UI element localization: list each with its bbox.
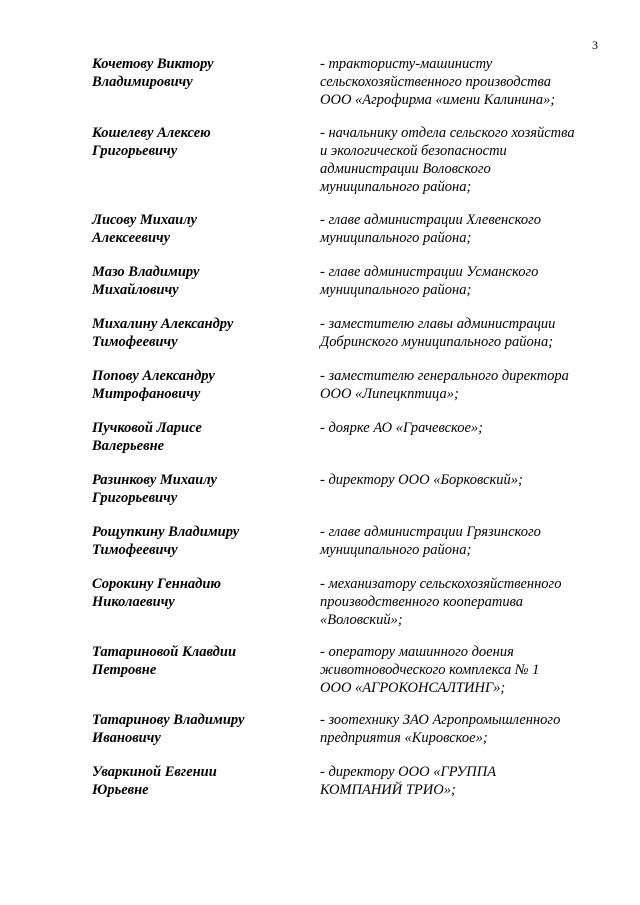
- recipient-position-line: - главе администрации Усманского: [320, 264, 539, 280]
- recipient-name-line: Татариновой Клавдии: [92, 644, 237, 660]
- recipient-position-line: - главе администрации Хлевенского: [320, 212, 542, 228]
- recipient-position-line: - трактористу-машинисту: [320, 56, 493, 72]
- recipient-position-line: ООО «Агрофирма «имени Калинина»;: [320, 92, 556, 108]
- recipient-name: [92, 523, 302, 559]
- recipient-position: [320, 263, 620, 299]
- recipient-name-line: Разинкову Михаилу: [92, 472, 217, 488]
- recipient-name-line: Кочетову Виктору: [92, 56, 214, 72]
- recipient-name-line: Татаринову Владимиру: [92, 712, 245, 728]
- recipient-position-line: ООО «АГРОКОНСАЛТИНГ»;: [320, 680, 506, 696]
- recipient-position-line: - механизатору сельскохозяйственного: [320, 576, 562, 592]
- recipient-name-line: Валерьевне: [92, 438, 165, 454]
- recipient-name: [92, 315, 302, 351]
- recipient-name: [92, 211, 302, 247]
- recipient-position: [320, 124, 620, 196]
- recipient-name-line: Сорокину Геннадию: [92, 576, 221, 592]
- recipient-position-line: животноводческого комплекса № 1: [320, 662, 540, 678]
- recipient-name-line: Владимировичу: [92, 74, 193, 90]
- recipient-position-line: муниципального района;: [320, 282, 472, 298]
- recipient-name-line: Григорьевичу: [92, 490, 178, 506]
- recipient-name-line: Николаевичу: [92, 594, 175, 610]
- recipient-position-line: и экологической безопасности: [320, 143, 507, 159]
- recipient-position: [320, 315, 620, 351]
- recipient-name-line: Ивановичу: [92, 730, 161, 746]
- recipient-name: [92, 124, 302, 160]
- recipient-name-line: Лисову Михаилу: [92, 212, 197, 228]
- recipient-position: [320, 55, 620, 109]
- recipient-name: [92, 367, 302, 403]
- recipient-name-line: Попову Александру: [92, 368, 215, 384]
- recipient-position-line: производственного кооператива: [320, 594, 524, 610]
- recipient-name-line: Тимофеевичу: [92, 542, 178, 558]
- recipient-name: [92, 419, 302, 455]
- recipient-name-line: Михалину Александру: [92, 316, 234, 332]
- recipient-position-line: «Воловский»;: [320, 612, 403, 628]
- recipient-name-line: Тимофеевичу: [92, 334, 178, 350]
- recipient-name-line: Михайловичу: [92, 282, 179, 298]
- recipient-position-line: - зоотехнику ЗАО Агропромышленного: [320, 712, 561, 728]
- recipient-name-line: Юрьевне: [92, 782, 149, 798]
- recipient-name-line: Уваркиной Евгении: [92, 764, 217, 780]
- recipient-name-line: Кошелеву Алексею: [92, 125, 211, 141]
- recipient-position: [320, 367, 620, 403]
- recipient-name: [92, 471, 302, 507]
- recipient-position: [320, 763, 620, 799]
- recipient-position-line: - доярке АО «Грачевское»;: [320, 420, 484, 436]
- recipient-position-line: - оператору машинного доения: [320, 644, 514, 660]
- recipient-position-line: - начальнику отдела сельского хозяйства: [320, 125, 575, 141]
- recipient-position-line: - директору ООО «Борковский»;: [320, 472, 523, 488]
- recipient-position-line: КОМПАНИЙ ТРИО»;: [320, 782, 456, 798]
- recipient-name: [92, 575, 302, 611]
- recipient-name: [92, 711, 302, 747]
- recipient-position-line: муниципального района;: [320, 179, 472, 195]
- recipient-position: [320, 419, 620, 437]
- recipient-name-line: Алексеевичу: [92, 230, 171, 246]
- recipient-name: [92, 643, 302, 679]
- recipient-position-line: Добринского муниципального района;: [320, 334, 554, 350]
- recipient-name: [92, 763, 302, 799]
- recipient-name: [92, 55, 302, 91]
- recipient-position-line: - главе администрации Грязинского: [320, 524, 541, 540]
- recipient-position-line: муниципального района;: [320, 542, 472, 558]
- recipient-position-line: администрации Воловского: [320, 161, 491, 177]
- recipient-position: [320, 643, 620, 697]
- page-number: 3: [592, 38, 598, 52]
- recipient-position-line: ООО «Липецкптица»;: [320, 386, 459, 402]
- recipient-position-line: сельскохозяйственного производства: [320, 74, 551, 90]
- recipient-position: [320, 711, 620, 747]
- recipient-position: [320, 575, 620, 629]
- recipient-position-line: предприятия «Кировское»;: [320, 730, 488, 746]
- recipient-position-line: муниципального района;: [320, 230, 472, 246]
- recipient-position: [320, 211, 620, 247]
- recipient-name-line: Мазо Владимиру: [92, 264, 200, 280]
- recipient-name-line: Петровне: [92, 662, 157, 678]
- recipient-position: [320, 523, 620, 559]
- recipient-name-line: Пучковой Ларисе: [92, 420, 202, 436]
- recipient-position: [320, 471, 620, 489]
- recipient-position-line: - заместителю главы администрации: [320, 316, 556, 332]
- recipient-name: [92, 263, 302, 299]
- recipient-position-line: - директору ООО «ГРУППА: [320, 764, 497, 780]
- recipient-name-line: Григорьевичу: [92, 143, 178, 159]
- recipient-name-line: Митрофановичу: [92, 386, 201, 402]
- recipient-position-line: - заместителю генерального директора: [320, 368, 569, 384]
- recipient-name-line: Рощупкину Владимиру: [92, 524, 240, 540]
